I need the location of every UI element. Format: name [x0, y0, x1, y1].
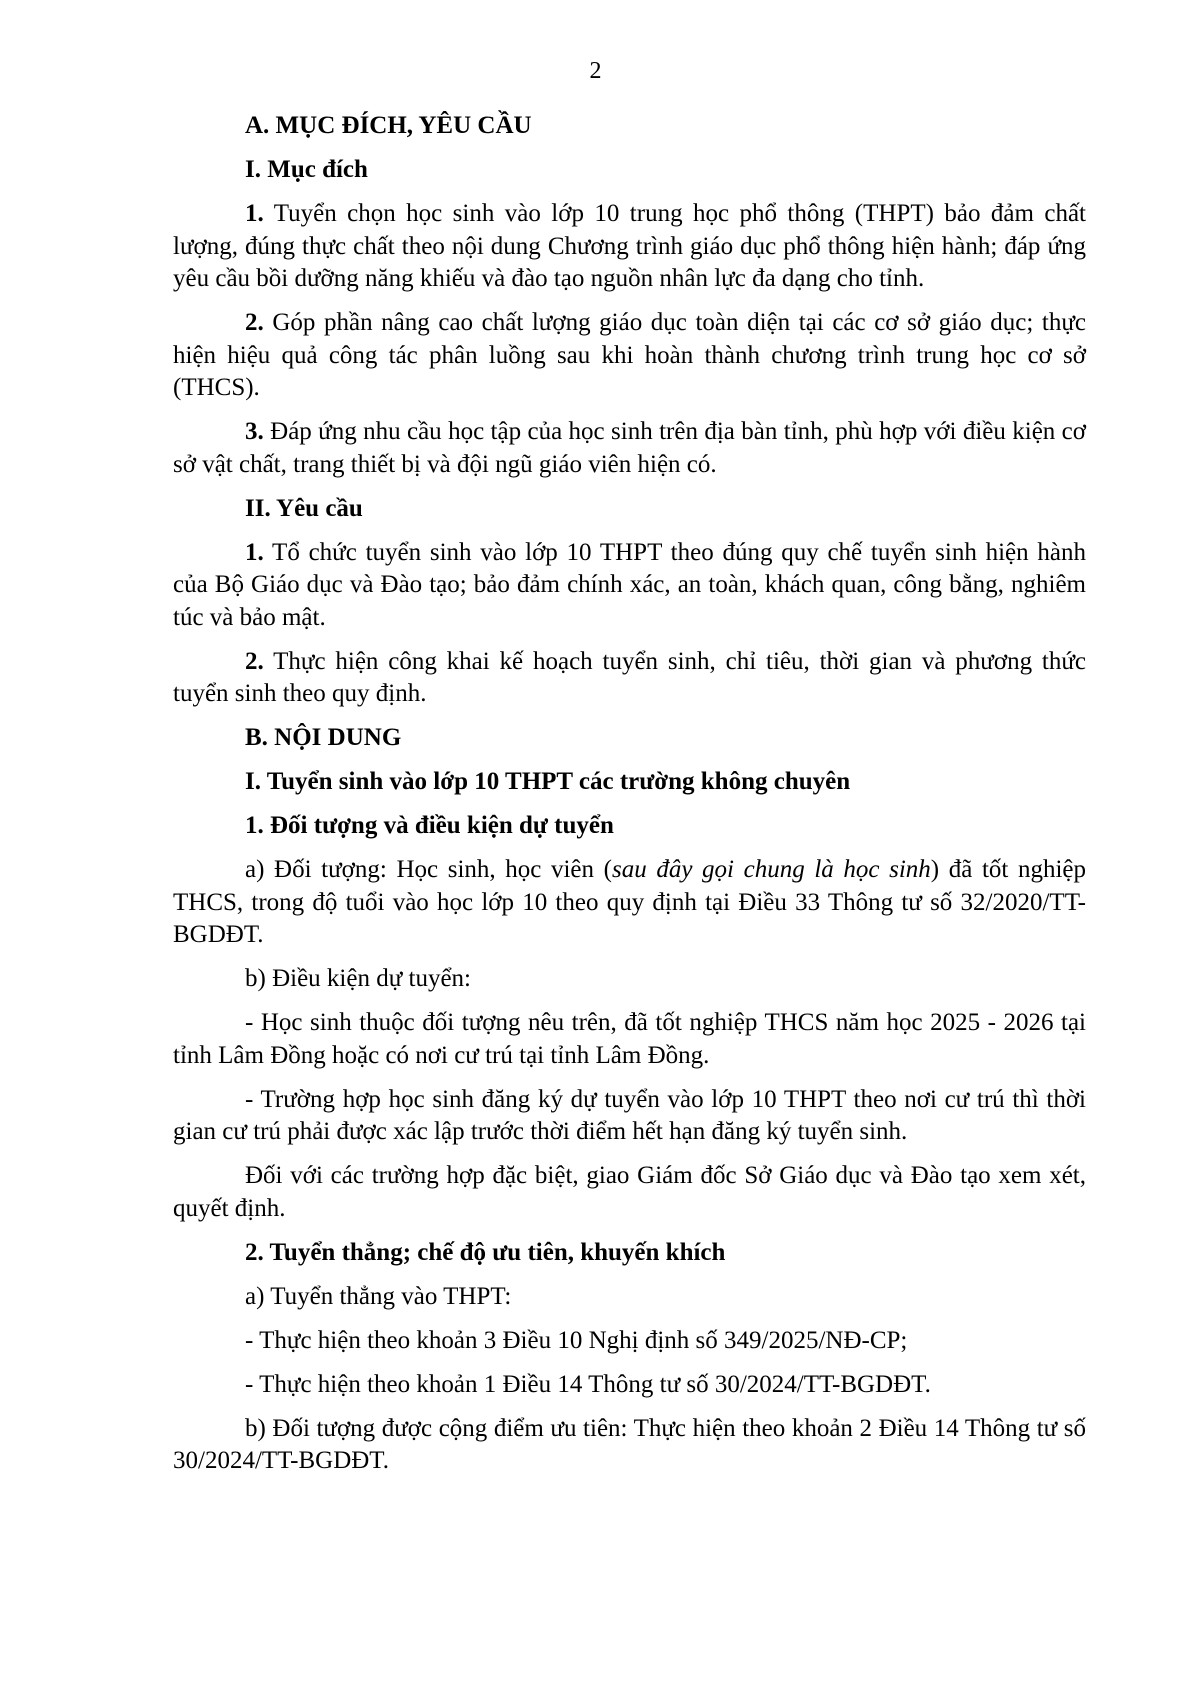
paragraph: a) Tuyển thẳng vào THPT:: [245, 1282, 512, 1310]
paragraph: b) Điều kiện dự tuyển:: [245, 965, 472, 992]
paragraph: b) Đối tượng được cộng điểm ưu tiên: Thực hiện theo khoản 2 Điều 14 Thông tư số 30/2024/TT-BGDĐT.: [173, 1414, 1086, 1474]
paragraph: - Thực hiện theo khoản 1 Điều 14 Thông tư số 30/2024/TT-BGDĐT.: [245, 1370, 931, 1398]
heading-direct-admission: 2. Tuyển thẳng; chế độ ưu tiên, khuyến khích: [245, 1238, 726, 1266]
heading-eligibility: 1. Đối tượng và điều kiện dự tuyển: [245, 812, 614, 839]
heading-purpose: I. Mục đích: [245, 156, 368, 183]
heading-non-specialized: I. Tuyển sinh vào lớp 10 THPT các trường không chuyên: [245, 768, 851, 795]
paragraph: - Trường hợp học sinh đăng ký dự tuyển vào lớp 10 THPT theo nơi cư trú thì thời gian cư trú phải được xác lập trước thời điểm hết hạn đăng ký tuyển sinh.: [173, 1085, 1086, 1145]
paragraph-text: ) đã tốt nghiệp THCS, trong độ tuổi vào học lớp 10 theo quy định tại Điều 33 Thông tư số 32/2020/TT-BGDĐT.: [173, 856, 1086, 948]
paragraph: [173, 198, 1086, 296]
heading-section-a: A. MỤC ĐÍCH, YÊU CẦU: [245, 112, 532, 139]
paragraph: [173, 646, 1086, 711]
page-number: 2: [589, 58, 602, 84]
paragraph: - Thực hiện theo khoản 3 Điều 10 Nghị định số 349/2025/NĐ-CP;: [245, 1326, 908, 1354]
paragraph-text: Thực hiện công khai kế hoạch tuyển sinh, chỉ tiêu, thời gian và phương thức tuyển sinh theo quy định.: [173, 647, 1086, 707]
paragraph-text: Đáp ứng nhu cầu học tập của học sinh trên địa bàn tỉnh, phù hợp với điều kiện cơ sở vật chất, trang thiết bị và đội ngũ giáo viên hiện có.: [173, 418, 1086, 478]
italic-note: sau đây gọi chung là học sinh: [611, 856, 931, 883]
paragraph: [173, 416, 1086, 481]
item-number: 2.: [245, 309, 264, 336]
item-number: 1.: [245, 538, 264, 566]
item-number: 3.: [245, 418, 264, 445]
paragraph: [173, 537, 1086, 635]
item-number: 2.: [245, 647, 264, 675]
heading-section-b: B. NỘI DUNG: [245, 724, 402, 751]
item-number: 1.: [245, 200, 264, 227]
paragraph-text: a) Đối tượng: Học sinh, học viên (: [245, 856, 612, 883]
paragraph: - Học sinh thuộc đối tượng nêu trên, đã tốt nghiệp THCS năm học 2025 - 2026 tại tỉnh Lâm Đồng hoặc có nơi cư trú tại tỉnh Lâm Đồng.: [173, 1009, 1086, 1069]
paragraph: Đối với các trường hợp đặc biệt, giao Giám đốc Sở Giáo dục và Đào tạo xem xét, quyết định.: [173, 1162, 1086, 1222]
heading-requirements: II. Yêu cầu: [245, 494, 363, 522]
paragraph-text: Tổ chức tuyển sinh vào lớp 10 THPT theo đúng quy chế tuyển sinh hiện hành của Bộ Giáo dục và Đào tạo; bảo đảm chính xác, an toàn, khách quan, công bằng, nghiêm túc và bảo mật.: [173, 538, 1086, 631]
paragraph: [173, 307, 1086, 405]
paragraph-text: Tuyển chọn học sinh vào lớp 10 trung học phổ thông (THPT) bảo đảm chất lượng, đúng thực chất theo nội dung Chương trình giáo dục phổ thông hiện hành; đáp ứng yêu cầu bồi dưỡng năng khiếu và đào tạo nguồn nhân lực đa dạng cho tỉnh.: [173, 200, 1086, 292]
paragraph-text: Góp phần nâng cao chất lượng giáo dục toàn diện tại các cơ sở giáo dục; thực hiện hiệu quả công tác phân luồng sau khi hoàn thành chương trình trung học cơ sở (THCS).: [173, 309, 1086, 401]
paragraph: [173, 854, 1086, 952]
document-body: [173, 110, 1086, 1489]
